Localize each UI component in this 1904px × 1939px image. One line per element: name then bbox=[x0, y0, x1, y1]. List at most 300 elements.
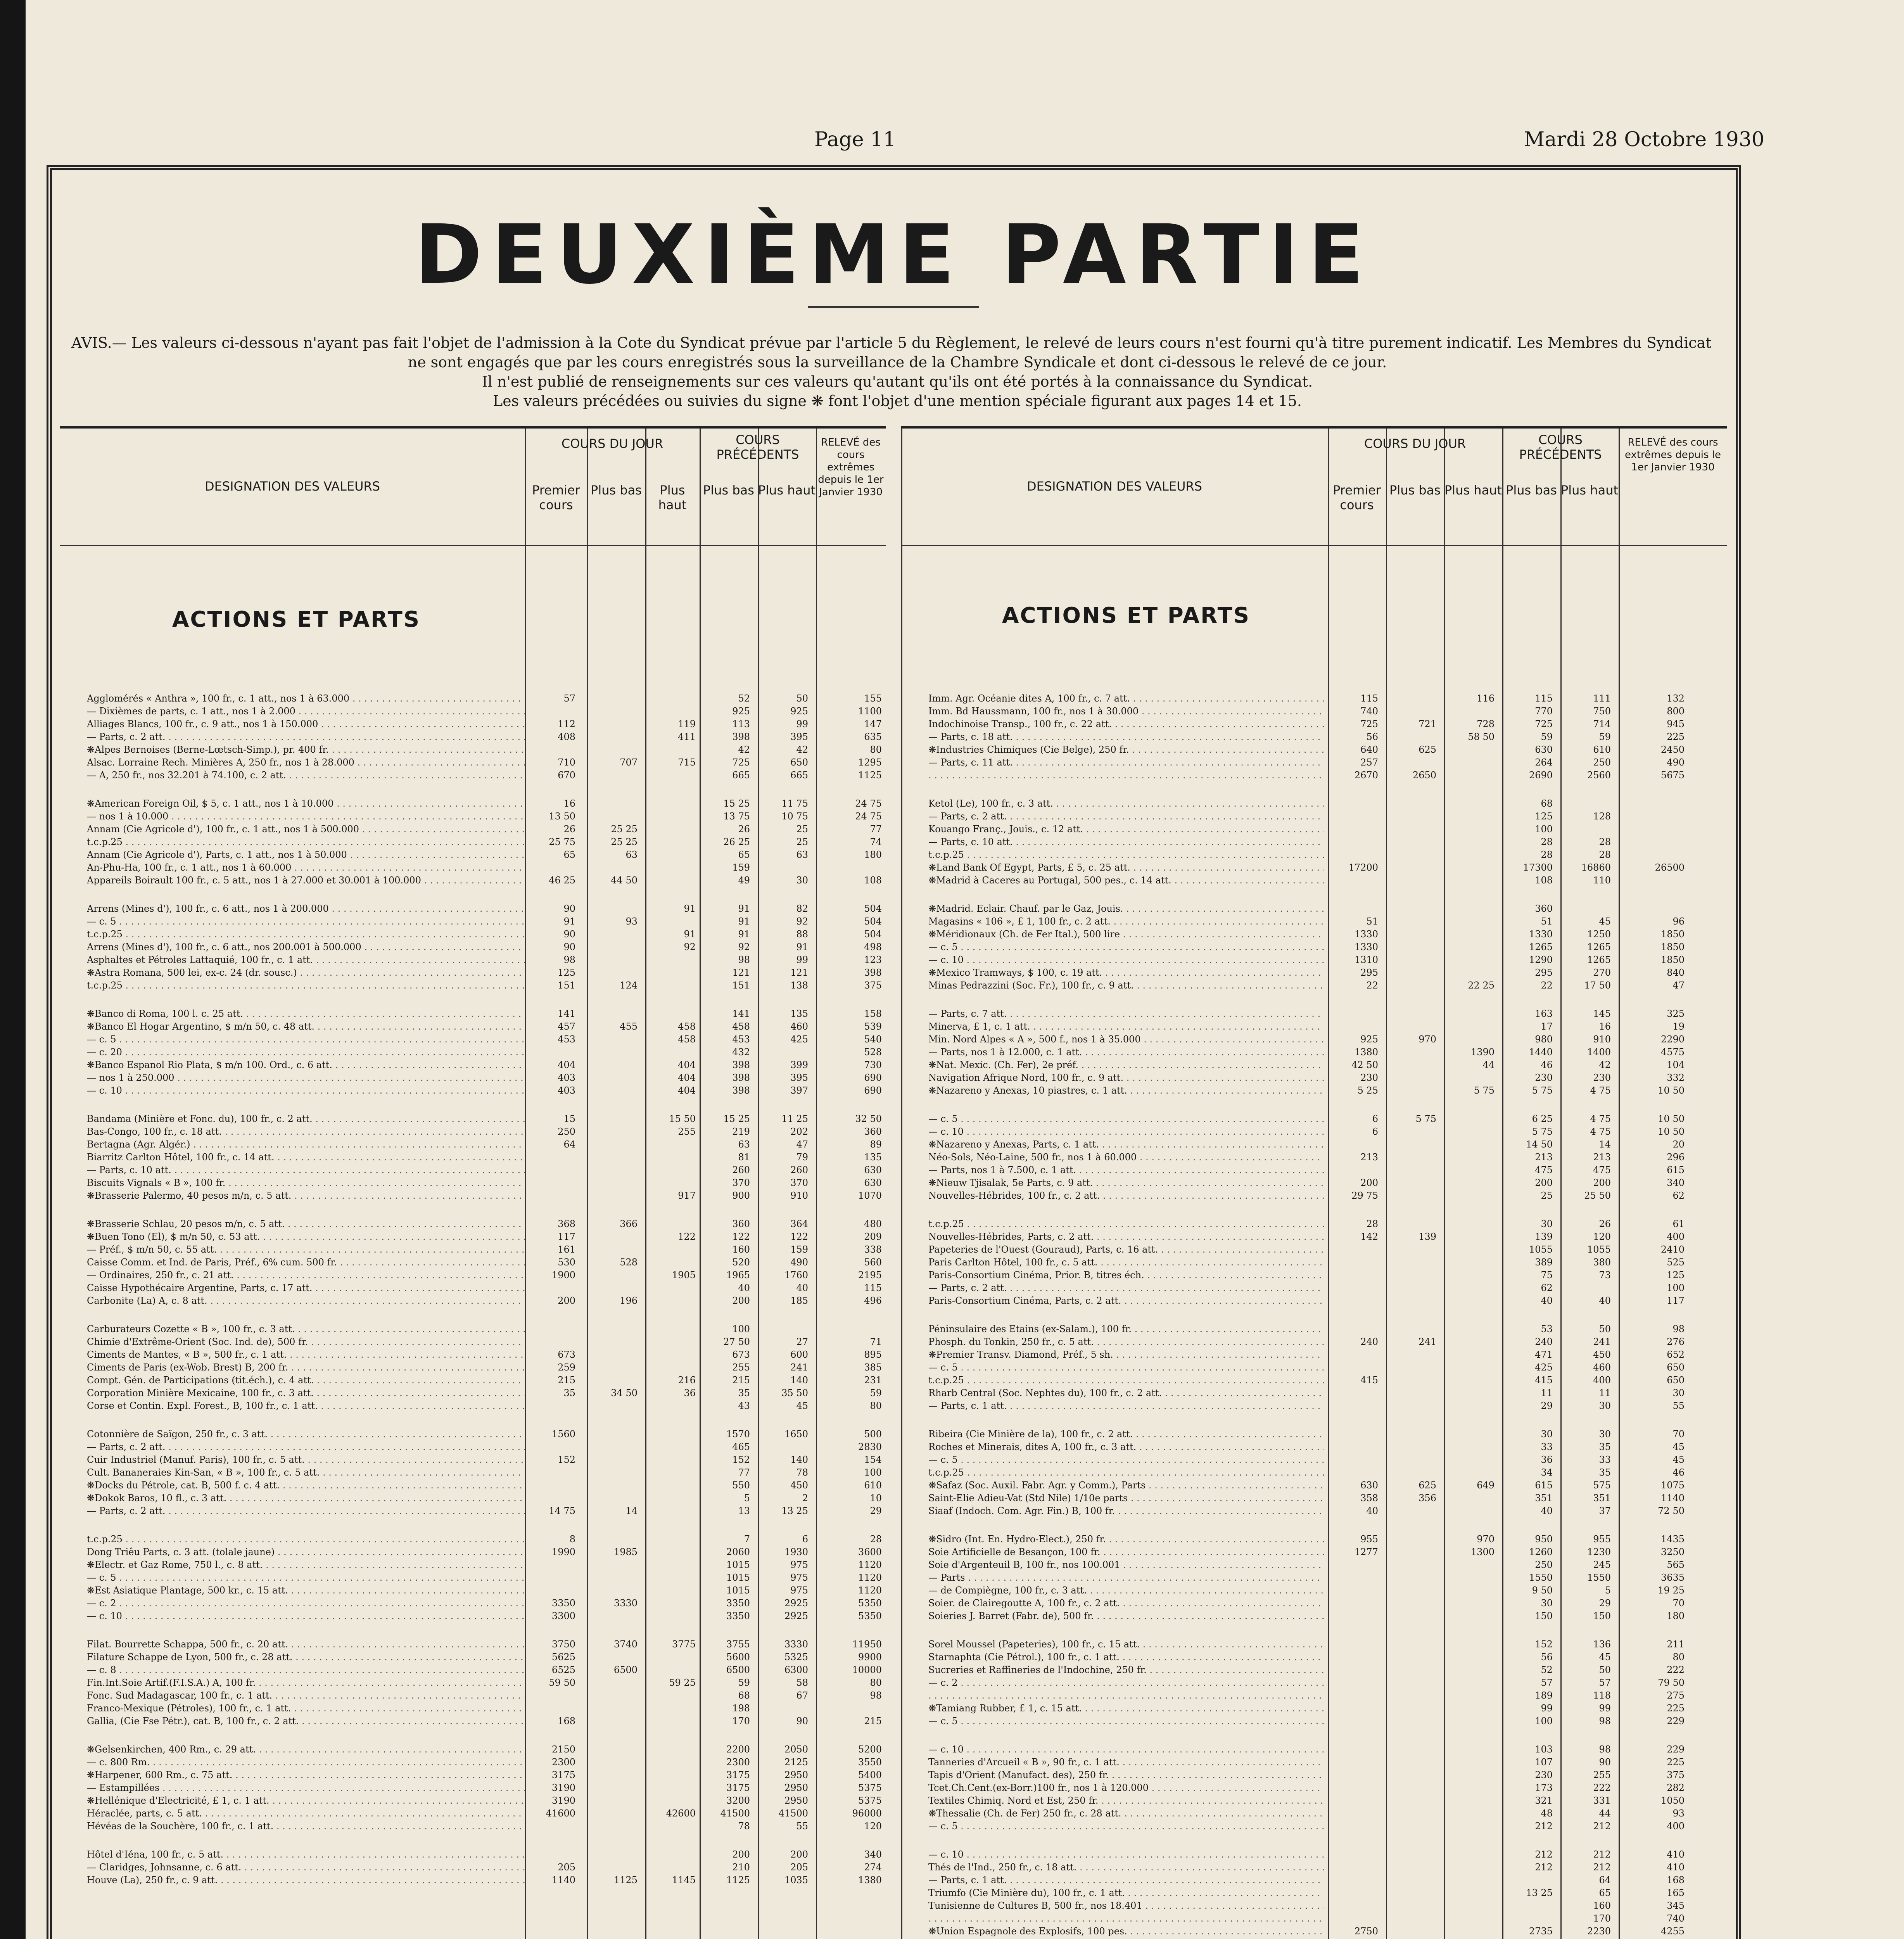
releve-extremes-cell: 490 bbox=[1667, 757, 1685, 768]
security-name: — Parts . . . bbox=[928, 1571, 1324, 1584]
releve-extremes-cell: 74 bbox=[870, 836, 882, 847]
table-row bbox=[901, 1533, 1727, 1546]
table-row bbox=[901, 874, 1727, 887]
table-row bbox=[901, 1848, 1727, 1861]
security-name: Imm. Agr. Océanie dites A, 100 fr., c. 7 att. . . . bbox=[928, 692, 1324, 705]
prec-plus-haut-cell: 118 bbox=[1593, 1690, 1611, 1701]
prec-plus-haut-cell: 11 25 bbox=[781, 1113, 808, 1124]
table-row bbox=[901, 705, 1727, 718]
plus-haut-cell: 91 bbox=[684, 903, 696, 914]
table-row bbox=[60, 1046, 886, 1059]
releve-extremes-cell: 62 bbox=[1672, 1190, 1685, 1201]
table-row bbox=[901, 1638, 1727, 1651]
plus-haut-cell: 22 25 bbox=[1468, 980, 1495, 991]
releve-extremes-cell: 165 bbox=[1667, 1887, 1685, 1898]
releve-extremes-cell: 10 bbox=[870, 1493, 882, 1504]
releve-extremes-cell: 215 bbox=[864, 1716, 882, 1726]
releve-header: RELEVÉ des cours extrêmes depuis le 1er Janvier 1930 bbox=[818, 437, 884, 498]
premier-cours-cell: 257 bbox=[1360, 757, 1378, 768]
prec-plus-bas-cell: 550 bbox=[732, 1480, 750, 1491]
prec-plus-haut-cell: 2 bbox=[802, 1493, 808, 1504]
security-name: ❋Banco Espanol Rio Plata, $ m/n 100. Ord., c. 6 att. . . . bbox=[87, 1059, 525, 1071]
page-header bbox=[814, 128, 1764, 151]
table-row bbox=[901, 1912, 1727, 1925]
releve-extremes-cell: 80 bbox=[1672, 1652, 1685, 1662]
releve-extremes-cell: 525 bbox=[1667, 1257, 1685, 1268]
table-row bbox=[901, 1505, 1727, 1517]
prec-plus-bas-cell: 3175 bbox=[726, 1770, 750, 1780]
security-name: Papeteries de l'Ouest (Gouraud), Parts, c. 16 att. . . . bbox=[928, 1243, 1324, 1256]
prec-plus-bas-cell: 219 bbox=[732, 1126, 750, 1137]
security-name: Textiles Chimiq. Nord et Est, 250 fr. . . . bbox=[928, 1794, 1324, 1807]
prec-plus-haut-cell: 212 bbox=[1593, 1821, 1611, 1832]
releve-extremes-cell: 560 bbox=[864, 1257, 882, 1268]
prec-plus-haut-cell: 250 bbox=[1593, 757, 1611, 768]
prec-plus-haut-cell: 4 75 bbox=[1590, 1113, 1611, 1124]
security-name: Navigation Afrique Nord, 100 fr., c. 9 att. . . . bbox=[928, 1071, 1324, 1084]
premier-cours-cell: 117 bbox=[558, 1231, 575, 1242]
plus-bas-cell: 25 25 bbox=[611, 836, 638, 847]
releve-extremes-cell: 155 bbox=[864, 693, 882, 704]
prec-plus-haut-cell: 400 bbox=[1593, 1375, 1611, 1386]
prec-plus-bas-cell: 5600 bbox=[726, 1652, 750, 1662]
table-row bbox=[901, 1138, 1727, 1151]
table-row bbox=[901, 1584, 1727, 1597]
security-name: Appareils Boirault 100 fr., c. 5 att., nos 1 à 27.000 et 30.001 à 100.000 . . . bbox=[87, 874, 525, 887]
plus-bas-cell: 5 75 bbox=[1415, 1113, 1436, 1124]
prec-plus-bas-cell: 398 bbox=[732, 731, 750, 742]
premier-cours-cell: 200 bbox=[1360, 1177, 1378, 1188]
prec-plus-haut-cell: 135 bbox=[790, 1008, 808, 1019]
table-row bbox=[60, 1138, 886, 1151]
prec-plus-bas-cell: 56 bbox=[1541, 1652, 1553, 1662]
premier-cours-cell: 3190 bbox=[551, 1795, 575, 1806]
plus-haut-cell: 3775 bbox=[672, 1639, 696, 1650]
security-name: ❋Brasserie Schlau, 20 pesos m/n, c. 5 att. . . . bbox=[87, 1218, 525, 1230]
prec-plus-haut-cell: 202 bbox=[790, 1126, 808, 1137]
table-row bbox=[901, 1361, 1727, 1374]
prec-plus-haut-cell: 665 bbox=[790, 770, 808, 781]
table-row bbox=[60, 1269, 886, 1282]
table-row bbox=[901, 1715, 1727, 1728]
table-row bbox=[60, 769, 886, 782]
prec-plus-haut-cell: 138 bbox=[790, 980, 808, 991]
table-row bbox=[60, 1282, 886, 1294]
prec-plus-haut-cell: 45 bbox=[1599, 1652, 1611, 1662]
prec-plus-bas-cell: 40 bbox=[1541, 1295, 1553, 1306]
security-name: — c. 800 Rm. . . . bbox=[87, 1756, 525, 1769]
table-row bbox=[901, 1059, 1727, 1071]
prec-plus-bas-cell: 2060 bbox=[726, 1547, 750, 1557]
releve-extremes-cell: 528 bbox=[864, 1047, 882, 1058]
cours-du-jour-header: COURS DU JOUR bbox=[1364, 436, 1466, 451]
prec-plus-bas-cell: 212 bbox=[1535, 1862, 1553, 1873]
row-gap bbox=[901, 1307, 1727, 1323]
premier-cours-cell: 295 bbox=[1360, 967, 1378, 978]
security-name: — Parts, c. 2 att. . . . bbox=[928, 1282, 1324, 1294]
prec-plus-haut-cell: 140 bbox=[790, 1454, 808, 1465]
row-gap bbox=[60, 1517, 886, 1533]
prec-plus-haut-cell: 610 bbox=[1593, 744, 1611, 755]
prec-plus-haut-cell: 975 bbox=[790, 1559, 808, 1570]
quotes-table-left bbox=[60, 426, 886, 1939]
releve-extremes-cell: 652 bbox=[1667, 1349, 1685, 1360]
releve-extremes-cell: 30 bbox=[1672, 1388, 1685, 1398]
releve-extremes-cell: 4575 bbox=[1660, 1047, 1685, 1058]
security-name: — nos 1 à 10.000 . . . bbox=[87, 810, 525, 823]
table-row bbox=[60, 1466, 886, 1479]
security-name: Siaaf (Indoch. Com. Agr. Fin.) B, 100 fr. . . . bbox=[928, 1505, 1324, 1517]
prec-plus-bas-cell: 2690 bbox=[1529, 770, 1553, 781]
security-name: — Parts, c. 10 att. . . . bbox=[87, 1164, 525, 1177]
releve-extremes-cell: 5350 bbox=[858, 1611, 882, 1621]
prec-plus-haut-cell: 213 bbox=[1593, 1152, 1611, 1163]
releve-extremes-cell: 93 bbox=[1672, 1808, 1685, 1819]
plus-bas-cell: 625 bbox=[1418, 1480, 1436, 1491]
security-name: ❋Thessalie (Ch. de Fer) 250 fr., c. 28 att. . . . bbox=[928, 1807, 1324, 1820]
prec-plus-haut-cell: 255 bbox=[1593, 1770, 1611, 1780]
security-name: Alliages Blancs, 100 fr., c. 9 att., nos 1 à 150.000 . . . bbox=[87, 718, 525, 731]
table-row bbox=[60, 1874, 886, 1887]
table-row bbox=[901, 1887, 1727, 1899]
prec-plus-haut-cell: 67 bbox=[796, 1690, 808, 1701]
plus-bas-cell: 366 bbox=[620, 1218, 638, 1229]
prec-plus-bas-cell: 230 bbox=[1535, 1770, 1553, 1780]
prec-plus-bas-cell: 215 bbox=[732, 1375, 750, 1386]
releve-extremes-cell: 340 bbox=[864, 1849, 882, 1860]
prec-plus-bas-cell: 107 bbox=[1535, 1757, 1553, 1768]
prec-plus-bas-cell: 900 bbox=[732, 1190, 750, 1201]
table-row bbox=[901, 1492, 1727, 1505]
prec-plus-bas-cell: 43 bbox=[738, 1400, 750, 1411]
prec-plus-bas-cell: 30 bbox=[1541, 1598, 1553, 1609]
table-row bbox=[60, 1794, 886, 1807]
releve-extremes-cell: 98 bbox=[1672, 1324, 1685, 1334]
security-name: ❋Nat. Mexic. (Ch. Fer), 2e préf. . . . bbox=[928, 1059, 1324, 1071]
security-name: Héraclée, parts, c. 5 att. . . . bbox=[87, 1807, 525, 1820]
table-row bbox=[901, 1769, 1727, 1782]
prec-plus-haut-cell: 13 25 bbox=[781, 1505, 808, 1516]
plus-bas-cell: 139 bbox=[1418, 1231, 1436, 1242]
premier-cours-cell: 142 bbox=[1360, 1231, 1378, 1242]
prec-plus-bas-cell: 42 bbox=[738, 744, 750, 755]
table-row bbox=[60, 797, 886, 810]
table-row bbox=[60, 1113, 886, 1125]
security-name: Phosph. du Tonkin, 250 fr., c. 5 att. . . . bbox=[928, 1336, 1324, 1348]
prec-plus-bas-cell: 173 bbox=[1535, 1782, 1553, 1793]
security-name: Cuir Industriel (Manuf. Paris), 100 fr., c. 5 att. . . . bbox=[87, 1453, 525, 1466]
row-gap bbox=[60, 1833, 886, 1848]
releve-extremes-cell: 345 bbox=[1667, 1900, 1685, 1911]
prec-plus-haut-cell: 450 bbox=[790, 1480, 808, 1491]
releve-extremes-cell: 1050 bbox=[1660, 1795, 1685, 1806]
premier-cours-cell: 1990 bbox=[551, 1547, 575, 1557]
premier-cours-cell: 368 bbox=[558, 1218, 575, 1229]
row-gap bbox=[901, 1728, 1727, 1743]
prec-plus-haut-cell: 351 bbox=[1593, 1493, 1611, 1504]
security-name bbox=[928, 769, 1324, 782]
table-row bbox=[901, 1218, 1727, 1230]
plus-haut-cell: 404 bbox=[678, 1072, 696, 1083]
prec-plus-bas-cell: 33 bbox=[1541, 1441, 1553, 1452]
premier-cours-cell: 6 bbox=[1372, 1126, 1378, 1137]
releve-extremes-cell: 147 bbox=[864, 719, 882, 729]
prec-plus-haut-cell: 28 bbox=[1599, 849, 1611, 860]
releve-extremes-cell: 504 bbox=[864, 929, 882, 940]
prec-plus-haut-cell: 150 bbox=[1593, 1611, 1611, 1621]
prec-plus-bas-cell: 770 bbox=[1535, 706, 1553, 717]
table-row bbox=[60, 1294, 886, 1307]
premier-cours-cell: 2300 bbox=[551, 1757, 575, 1768]
releve-extremes-cell: 480 bbox=[864, 1218, 882, 1229]
row-gap bbox=[901, 1833, 1727, 1848]
releve-extremes-cell: 132 bbox=[1667, 693, 1685, 704]
releve-extremes-cell: 296 bbox=[1667, 1152, 1685, 1163]
table-row bbox=[901, 743, 1727, 756]
security-name: ❋Madrid à Caceres au Portugal, 500 pes., c. 14 att. . . . bbox=[928, 874, 1324, 887]
security-name: t.c.p.25 . . . bbox=[928, 1374, 1324, 1387]
security-name bbox=[928, 1912, 1324, 1925]
security-name: Biscuits Vignals « B », 100 fr. . . . bbox=[87, 1177, 525, 1189]
plus-haut-cell: 917 bbox=[678, 1190, 696, 1201]
prec-plus-haut-cell: 30 bbox=[1599, 1429, 1611, 1440]
premier-cours-cell: 925 bbox=[1360, 1034, 1378, 1045]
security-name: ❋Méridionaux (Ch. de Fer Ital.), 500 lire . . . bbox=[928, 928, 1324, 941]
quotes-rows-left bbox=[60, 692, 886, 1887]
prec-plus-haut-cell: 28 bbox=[1599, 836, 1611, 847]
table-row bbox=[901, 1164, 1727, 1177]
security-name: Fonc. Sud Madagascar, 100 fr., c. 1 att. . . . bbox=[87, 1689, 525, 1702]
security-name: Sorel Moussel (Papeteries), 100 fr., c. 15 att. . . . bbox=[928, 1638, 1324, 1651]
row-gap bbox=[901, 887, 1727, 902]
table-row bbox=[901, 941, 1727, 954]
plus-haut-cell: 44 bbox=[1482, 1059, 1495, 1070]
releve-extremes-cell: 80 bbox=[870, 1677, 882, 1688]
prec-plus-haut-cell: 98 bbox=[1599, 1744, 1611, 1755]
prec-plus-haut-cell: 910 bbox=[790, 1190, 808, 1201]
prec-plus-haut-cell: 128 bbox=[1593, 811, 1611, 822]
prec-plus-bas-cell: 3350 bbox=[726, 1598, 750, 1609]
releve-extremes-cell: 3250 bbox=[1660, 1547, 1685, 1557]
security-name: Soie Artificielle de Besançon, 100 fr. . . . bbox=[928, 1546, 1324, 1559]
table-row bbox=[901, 1256, 1727, 1269]
releve-extremes-cell: 1850 bbox=[1660, 942, 1685, 952]
prec-plus-haut-cell: 6300 bbox=[784, 1664, 808, 1675]
table-row bbox=[60, 1664, 886, 1676]
prec-plus-haut-cell: 6 bbox=[802, 1534, 808, 1545]
premier-cours-cell: 161 bbox=[558, 1244, 575, 1255]
prec-plus-bas-cell: 59 bbox=[1541, 731, 1553, 742]
table-row bbox=[901, 756, 1727, 769]
prec-plus-haut-cell: 99 bbox=[796, 719, 808, 729]
releve-extremes-cell: 98 bbox=[870, 1690, 882, 1701]
prec-plus-haut-cell: 111 bbox=[1593, 693, 1611, 704]
releve-extremes-cell: 498 bbox=[864, 942, 882, 952]
prec-plus-bas-cell: 28 bbox=[1541, 849, 1553, 860]
releve-extremes-cell: 154 bbox=[864, 1454, 882, 1465]
plus-haut-cell: 1145 bbox=[672, 1875, 696, 1885]
prec-plus-bas-cell: 260 bbox=[732, 1165, 750, 1175]
plus-bas-header: Plus bas bbox=[1389, 483, 1441, 498]
security-name: Tunisienne de Cultures B, 500 fr., nos 18.401 . . . bbox=[928, 1899, 1324, 1912]
security-name: t.c.p.25 . . . bbox=[87, 1533, 525, 1546]
prec-plus-haut-cell: 185 bbox=[790, 1295, 808, 1306]
table-row bbox=[60, 1323, 886, 1336]
prec-plus-haut-cell: 4 75 bbox=[1590, 1126, 1611, 1137]
releve-extremes-cell: 59 bbox=[870, 1388, 882, 1398]
plus-haut-cell: 36 bbox=[684, 1388, 696, 1398]
premier-cours-cell: 725 bbox=[1360, 719, 1378, 729]
prec-plus-bas-cell: 62 bbox=[1541, 1282, 1553, 1293]
security-name: Houve (La), 250 fr., c. 9 att. . . . bbox=[87, 1874, 525, 1887]
row-gap bbox=[901, 1097, 1727, 1113]
prec-plus-haut-cell: 1650 bbox=[784, 1429, 808, 1440]
prec-plus-haut-cell: 73 bbox=[1599, 1270, 1611, 1281]
releve-extremes-cell: 610 bbox=[864, 1480, 882, 1491]
table-row bbox=[60, 1807, 886, 1820]
releve-extremes-cell: 79 50 bbox=[1658, 1677, 1685, 1688]
releve-extremes-cell: 690 bbox=[864, 1072, 882, 1083]
table-row bbox=[901, 692, 1727, 705]
plus-haut-cell: 1300 bbox=[1470, 1547, 1495, 1557]
security-name: ❋Banco di Roma, 100 l. c. 25 att. . . . bbox=[87, 1008, 525, 1020]
prec-plus-bas-cell: 2200 bbox=[726, 1744, 750, 1755]
prec-plus-haut-cell: 29 bbox=[1599, 1598, 1611, 1609]
releve-extremes-cell: 2830 bbox=[858, 1441, 882, 1452]
prec-plus-bas-cell: 200 bbox=[732, 1295, 750, 1306]
table-row bbox=[901, 1269, 1727, 1282]
premier-cours-cell: 16 bbox=[563, 798, 575, 809]
security-name: — c. 5 . . . bbox=[87, 1033, 525, 1046]
prec-plus-haut-cell: 35 bbox=[1599, 1467, 1611, 1478]
releve-extremes-cell: 945 bbox=[1667, 719, 1685, 729]
premier-cours-cell: 3300 bbox=[551, 1611, 575, 1621]
prec-plus-bas-cell: 63 bbox=[738, 1139, 750, 1150]
security-name: ❋Nazareno y Anexas, Parts, c. 1 att. . . . bbox=[928, 1138, 1324, 1151]
releve-extremes-cell: 504 bbox=[864, 903, 882, 914]
security-name: Minas Pedrazzini (Soc. Fr.), 100 fr., c. 9 att. . . . bbox=[928, 979, 1324, 992]
security-name: Ciments de Paris (ex-Wob. Brest) B, 200 fr. . . . bbox=[87, 1361, 525, 1374]
table-row bbox=[901, 1820, 1727, 1833]
plus-bas-cell: 528 bbox=[620, 1257, 638, 1268]
premier-cours-cell: 57 bbox=[563, 693, 575, 704]
security-name: ❋Land Bank Of Egypt, Parts, £ 5, c. 25 att. . . . bbox=[928, 861, 1324, 874]
security-name: — c. 10 . . . bbox=[928, 1848, 1324, 1861]
table-row bbox=[901, 1113, 1727, 1125]
table-row bbox=[901, 1689, 1727, 1702]
prec-plus-bas-cell: 360 bbox=[1535, 903, 1553, 914]
prec-plus-bas-cell: 13 75 bbox=[723, 811, 750, 822]
plus-haut-cell: 119 bbox=[678, 719, 696, 729]
table-row bbox=[901, 1479, 1727, 1492]
prec-plus-haut-cell: 1055 bbox=[1587, 1244, 1611, 1255]
premier-cours-cell: 5 25 bbox=[1357, 1085, 1378, 1096]
releve-extremes-cell: 650 bbox=[1667, 1362, 1685, 1373]
releve-extremes-cell: 96000 bbox=[852, 1808, 882, 1819]
releve-extremes-cell: 1435 bbox=[1660, 1534, 1685, 1545]
plus-bas-cell: 14 bbox=[625, 1505, 638, 1516]
premier-cours-cell: 46 25 bbox=[549, 875, 575, 886]
security-name: — Parts, c. 2 att. . . . bbox=[87, 1441, 525, 1453]
prec-plus-haut-cell: 98 bbox=[1599, 1716, 1611, 1726]
prec-plus-bas-cell: 295 bbox=[1535, 967, 1553, 978]
security-name: — Claridges, Johnsanne, c. 6 att. . . . bbox=[87, 1861, 525, 1874]
releve-extremes-cell: 500 bbox=[864, 1429, 882, 1440]
releve-extremes-cell: 19 25 bbox=[1658, 1585, 1685, 1596]
table-row bbox=[901, 1794, 1727, 1807]
prec-plus-haut-cell: 1400 bbox=[1587, 1047, 1611, 1058]
premier-cours-cell: 740 bbox=[1360, 706, 1378, 717]
releve-extremes-cell: 100 bbox=[1667, 1282, 1685, 1293]
prec-plus-bas-cell: 5 bbox=[744, 1493, 750, 1504]
releve-extremes-cell: 635 bbox=[864, 731, 882, 742]
security-name: — c. 5 . . . bbox=[928, 1820, 1324, 1833]
table-row bbox=[60, 915, 886, 928]
premier-cours-cell: 35 bbox=[563, 1388, 575, 1398]
releve-extremes-cell: 55 bbox=[1672, 1400, 1685, 1411]
prec-plus-bas-cell: 22 bbox=[1541, 980, 1553, 991]
prec-plus-bas-cell: 665 bbox=[732, 770, 750, 781]
releve-extremes-cell: 539 bbox=[864, 1021, 882, 1032]
prec-plus-haut-cell: 160 bbox=[1593, 1900, 1611, 1911]
prec-plus-bas-cell: 3200 bbox=[726, 1795, 750, 1806]
prec-plus-haut-cell: 5 bbox=[1605, 1585, 1611, 1596]
prec-plus-bas-cell: 398 bbox=[732, 1085, 750, 1096]
prec-plus-bas-cell: 200 bbox=[732, 1849, 750, 1860]
plus-haut-cell: 92 bbox=[684, 942, 696, 952]
prec-plus-haut-cell: 2925 bbox=[784, 1611, 808, 1621]
prec-plus-haut-cell: 27 bbox=[796, 1336, 808, 1347]
table-row bbox=[60, 718, 886, 731]
plus-bas-cell: 970 bbox=[1418, 1034, 1436, 1045]
releve-extremes-cell: 77 bbox=[870, 824, 882, 835]
plus-bas-cell: 625 bbox=[1418, 744, 1436, 755]
table-row bbox=[60, 1584, 886, 1597]
prec-plus-bas-cell: 30 bbox=[1541, 1218, 1553, 1229]
table-row bbox=[901, 1899, 1727, 1912]
table-row bbox=[60, 1151, 886, 1164]
plus-haut-cell: 216 bbox=[678, 1375, 696, 1386]
security-name: ❋Sidro (Int. En. Hydro-Elect.), 250 fr. . . . bbox=[928, 1533, 1324, 1546]
plus-haut-cell: 91 bbox=[684, 929, 696, 940]
table-row bbox=[901, 1676, 1727, 1689]
prec-plus-bas-cell: 52 bbox=[738, 693, 750, 704]
security-name: Cotonnière de Saïgon, 250 fr., c. 3 att. . . . bbox=[87, 1428, 525, 1441]
security-name: Paris-Consortium Cinéma, Parts, c. 2 att. . . . bbox=[928, 1294, 1324, 1307]
releve-extremes-cell: 385 bbox=[864, 1362, 882, 1373]
prec-plus-bas-cell: 6500 bbox=[726, 1664, 750, 1675]
security-name: ❋Industries Chimiques (Cie Belge), 250 fr. . . . bbox=[928, 743, 1324, 756]
prec-plus-bas-cell: 198 bbox=[732, 1703, 750, 1714]
prec-plus-haut-cell: 399 bbox=[790, 1059, 808, 1070]
notice-block bbox=[71, 333, 1723, 411]
page-date: Mardi 28 Octobre 1930 bbox=[1524, 128, 1764, 151]
prec-plus-haut-cell: 975 bbox=[790, 1585, 808, 1596]
premier-cours-cell: 59 50 bbox=[549, 1677, 575, 1688]
prec-plus-haut-cell: 222 bbox=[1593, 1782, 1611, 1793]
plus-haut-cell: 1390 bbox=[1470, 1047, 1495, 1058]
table-row bbox=[901, 1177, 1727, 1189]
releve-extremes-cell: 615 bbox=[1667, 1165, 1685, 1175]
prec-plus-haut-cell: 955 bbox=[1593, 1534, 1611, 1545]
plus-haut-cell: 715 bbox=[678, 757, 696, 768]
security-name: — nos 1 à 250.000 . . . bbox=[87, 1071, 525, 1084]
prec-plus-bas-header: Plus bas bbox=[1506, 483, 1557, 498]
prec-plus-bas-cell: 351 bbox=[1535, 1493, 1553, 1504]
prec-plus-bas-cell: 40 bbox=[1541, 1505, 1553, 1516]
releve-extremes-cell: 135 bbox=[864, 1152, 882, 1163]
table-row bbox=[60, 1479, 886, 1492]
